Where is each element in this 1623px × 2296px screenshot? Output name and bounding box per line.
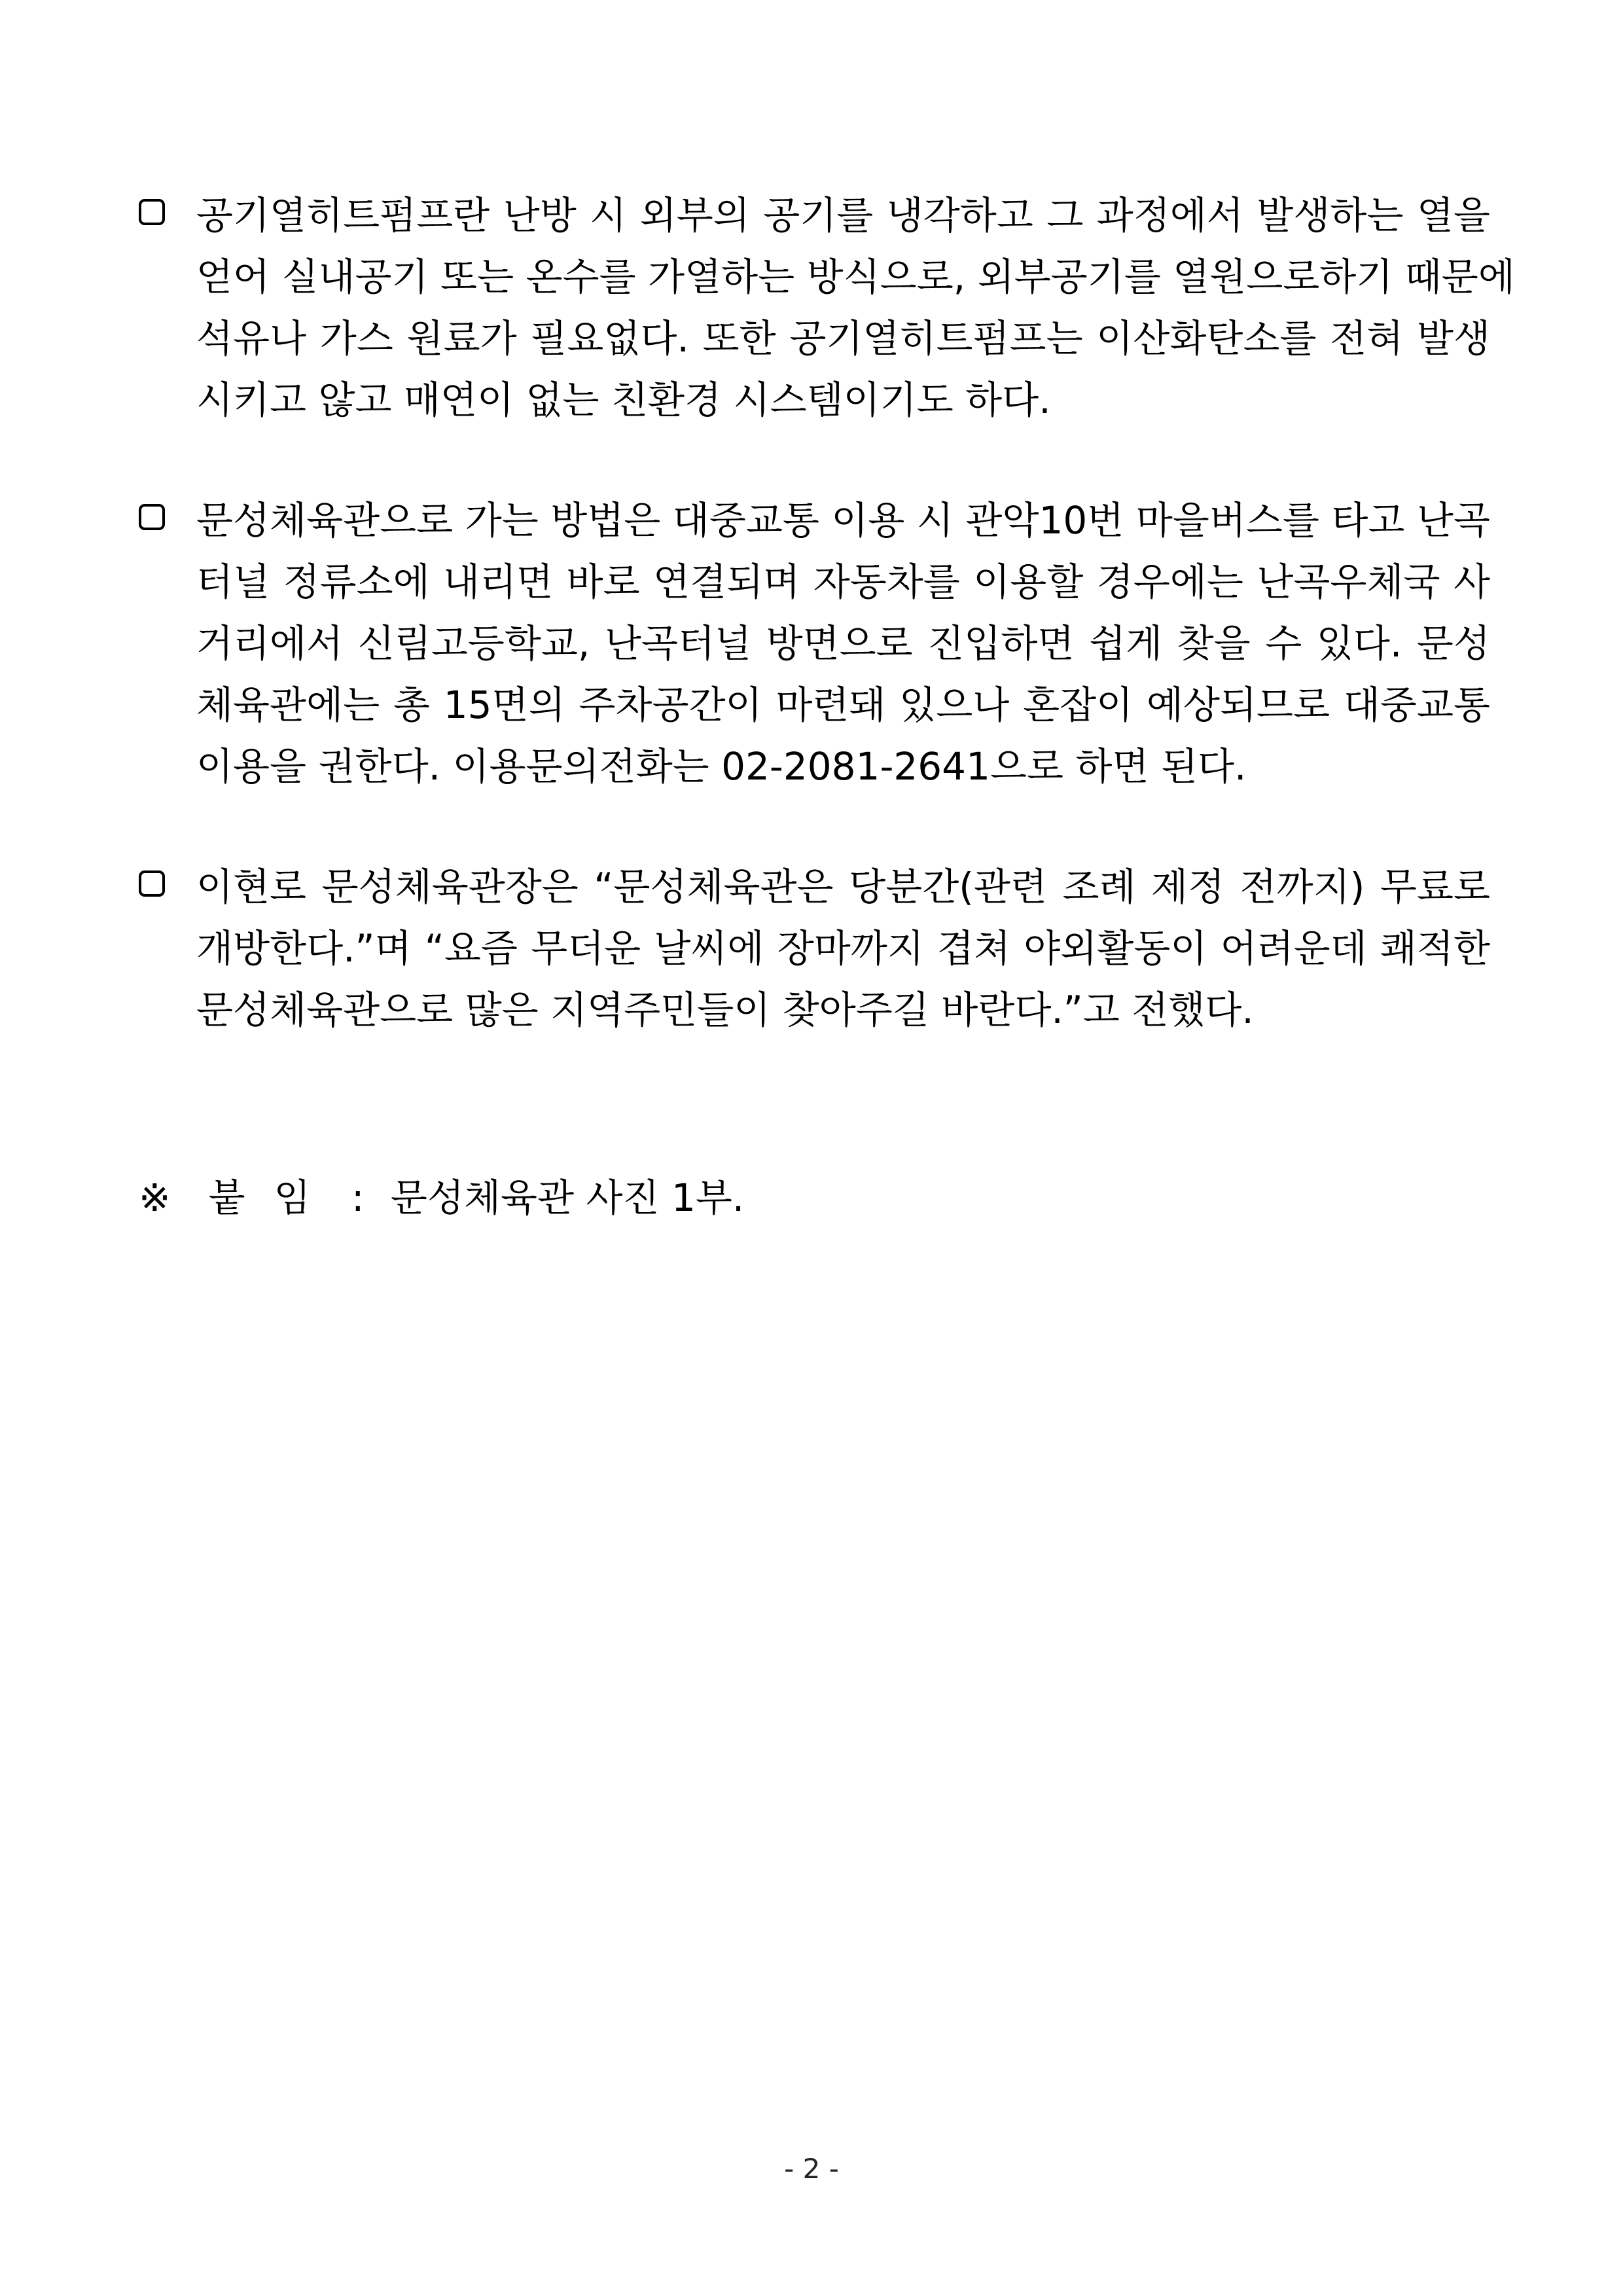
paragraph-line: 공기열히트펌프란 난방 시 외부의 공기를 냉각하고 그 과정에서 발생하는 열을 [196, 193, 1490, 238]
attachment-text: 문성체육관 사진 1부. [390, 1175, 745, 1220]
reference-mark-icon: ※ [139, 1175, 171, 1220]
paragraph-2-body [196, 490, 1490, 797]
attachment-note [139, 1167, 744, 1229]
paragraph-line: 거리에서 신림고등학교, 난곡터널 방면으로 진입하면 쉽게 찾을 수 있다. 문성 [196, 621, 1490, 666]
paragraph-line: 터널 정류소에 내리면 바로 연결되며 자동차를 이용할 경우에는 난곡우체국 사 [196, 560, 1490, 604]
paragraph-2 [139, 490, 1490, 797]
paragraph-1 [139, 185, 1515, 431]
paragraph-line: 개방한다.”며 “요즘 무더운 날씨에 장마까지 겹쳐 야외활동이 어려운데 쾌적한 [196, 926, 1490, 971]
checkbox-icon [139, 504, 165, 530]
paragraph-line: 이용을 권한다. 이용문의전화는 02-2081-2641으로 하면 된다. [196, 744, 1247, 789]
checkbox-icon [139, 199, 165, 225]
paragraph-1-body [196, 185, 1515, 431]
paragraph-line: 석유나 가스 원료가 필요없다. 또한 공기열히트펌프는 이산화탄소를 전혀 발생 [196, 316, 1490, 361]
paragraph-3 [139, 856, 1490, 1041]
checkbox-icon [139, 870, 165, 897]
paragraph-line: 이현로 문성체육관장은 “문성체육관은 당분간(관련 조례 제정 전까지) 무료로 [196, 865, 1490, 909]
page-number: - 2 - [784, 2153, 839, 2185]
attachment-label: 붙임 [208, 1175, 340, 1220]
paragraph-line: 체육관에는 총 15면의 주차공간이 마련돼 있으나 혼잡이 예상되므로 대중교통 [196, 683, 1490, 727]
paragraph-line: 얻어 실내공기 또는 온수를 가열하는 방식으로, 외부공기를 열원으로하기 때문에 [196, 255, 1515, 299]
paragraph-3-body [196, 856, 1490, 1041]
paragraph-line: 시키고 않고 매연이 없는 친환경 시스템이기도 하다. [196, 378, 1051, 422]
paragraph-line: 문성체육관으로 많은 지역주민들이 찾아주길 바란다.”고 전했다. [196, 988, 1254, 1032]
attachment-colon: : [351, 1175, 365, 1220]
paragraph-line: 문성체육관으로 가는 방법은 대중교통 이용 시 관악10번 마을버스를 타고 난곡 [196, 498, 1490, 543]
